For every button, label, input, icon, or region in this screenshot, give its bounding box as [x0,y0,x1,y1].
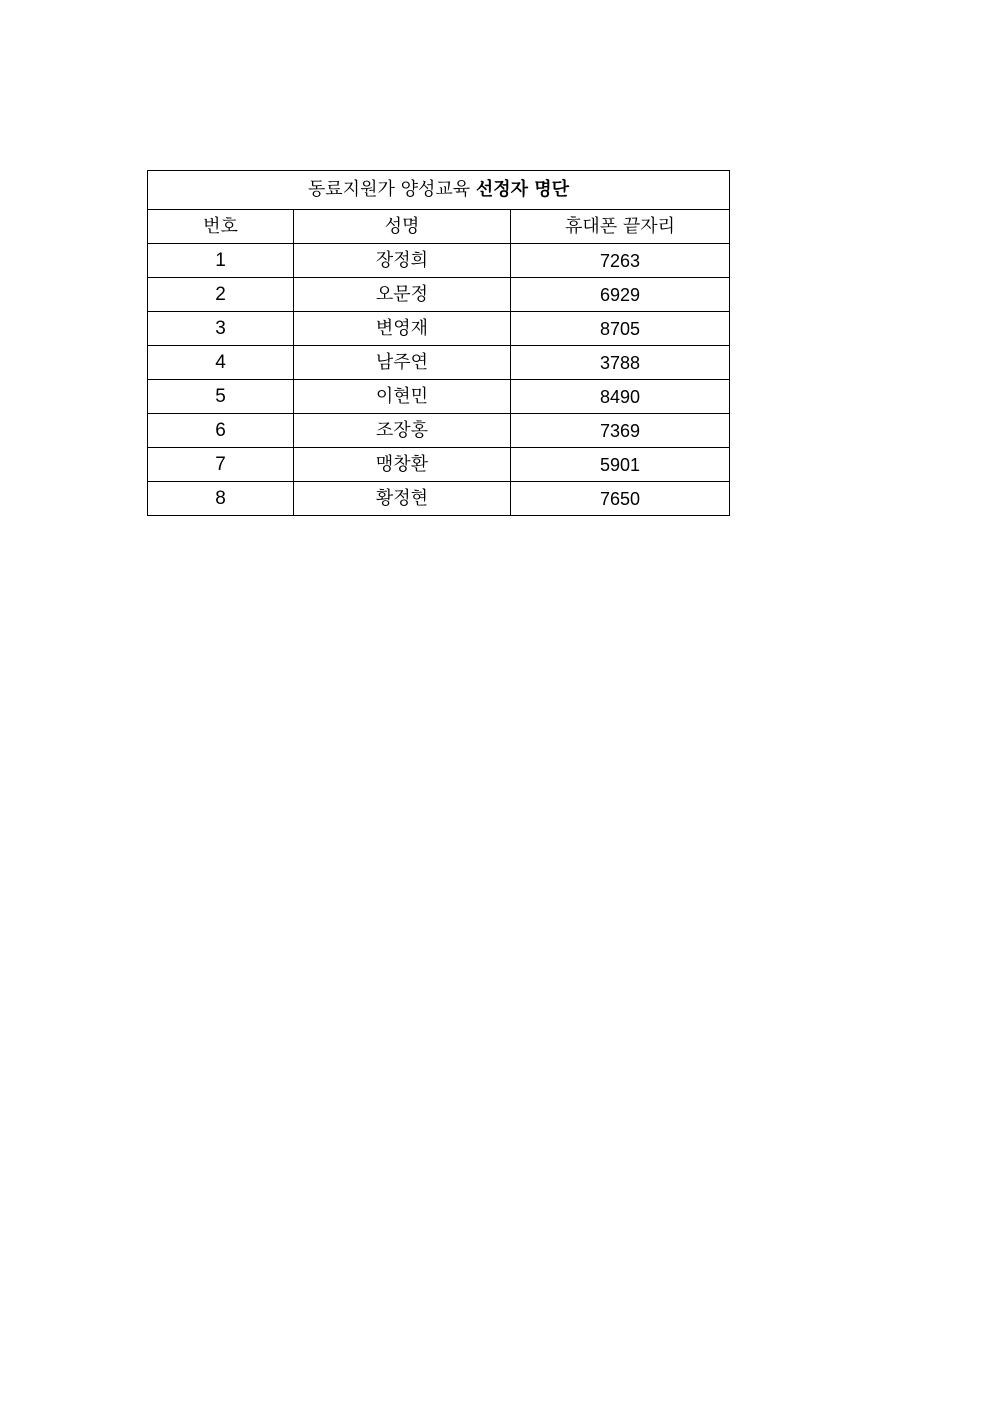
table-title-bold: 선정자 명단 [475,179,570,200]
row-number: 3 [148,312,294,346]
row-phone-last-digits: 8490 [511,380,730,414]
column-header-number: 번호 [148,210,294,244]
row-name: 변영재 [294,312,511,346]
row-phone-last-digits: 5901 [511,448,730,482]
table-row [148,414,730,448]
row-name: 조장홍 [294,414,511,448]
row-number: 4 [148,346,294,380]
table-row [148,278,730,312]
row-name: 이현민 [294,380,511,414]
table-row [148,448,730,482]
table-row [148,346,730,380]
table-title-prefix: 동료지원가 양성교육 [307,179,471,200]
row-phone-last-digits: 3788 [511,346,730,380]
row-number: 7 [148,448,294,482]
column-header-phone: 휴대폰 끝자리 [511,210,730,244]
row-number: 2 [148,278,294,312]
table-title [148,171,730,210]
row-number: 1 [148,244,294,278]
row-number: 5 [148,380,294,414]
row-number: 8 [148,482,294,516]
row-name: 장정희 [294,244,511,278]
row-name: 남주연 [294,346,511,380]
row-name: 황정현 [294,482,511,516]
row-phone-last-digits: 7369 [511,414,730,448]
table-row [148,312,730,346]
table-title-row [148,171,730,210]
row-name: 맹창환 [294,448,511,482]
row-phone-last-digits: 7263 [511,244,730,278]
row-number: 6 [148,414,294,448]
table-row [148,244,730,278]
row-name: 오문정 [294,278,511,312]
table-row [148,482,730,516]
column-header-name: 성명 [294,210,511,244]
row-phone-last-digits: 6929 [511,278,730,312]
row-phone-last-digits: 8705 [511,312,730,346]
table-row [148,380,730,414]
row-phone-last-digits: 7650 [511,482,730,516]
table-header-row [148,210,730,244]
selection-roster-table [147,170,730,516]
